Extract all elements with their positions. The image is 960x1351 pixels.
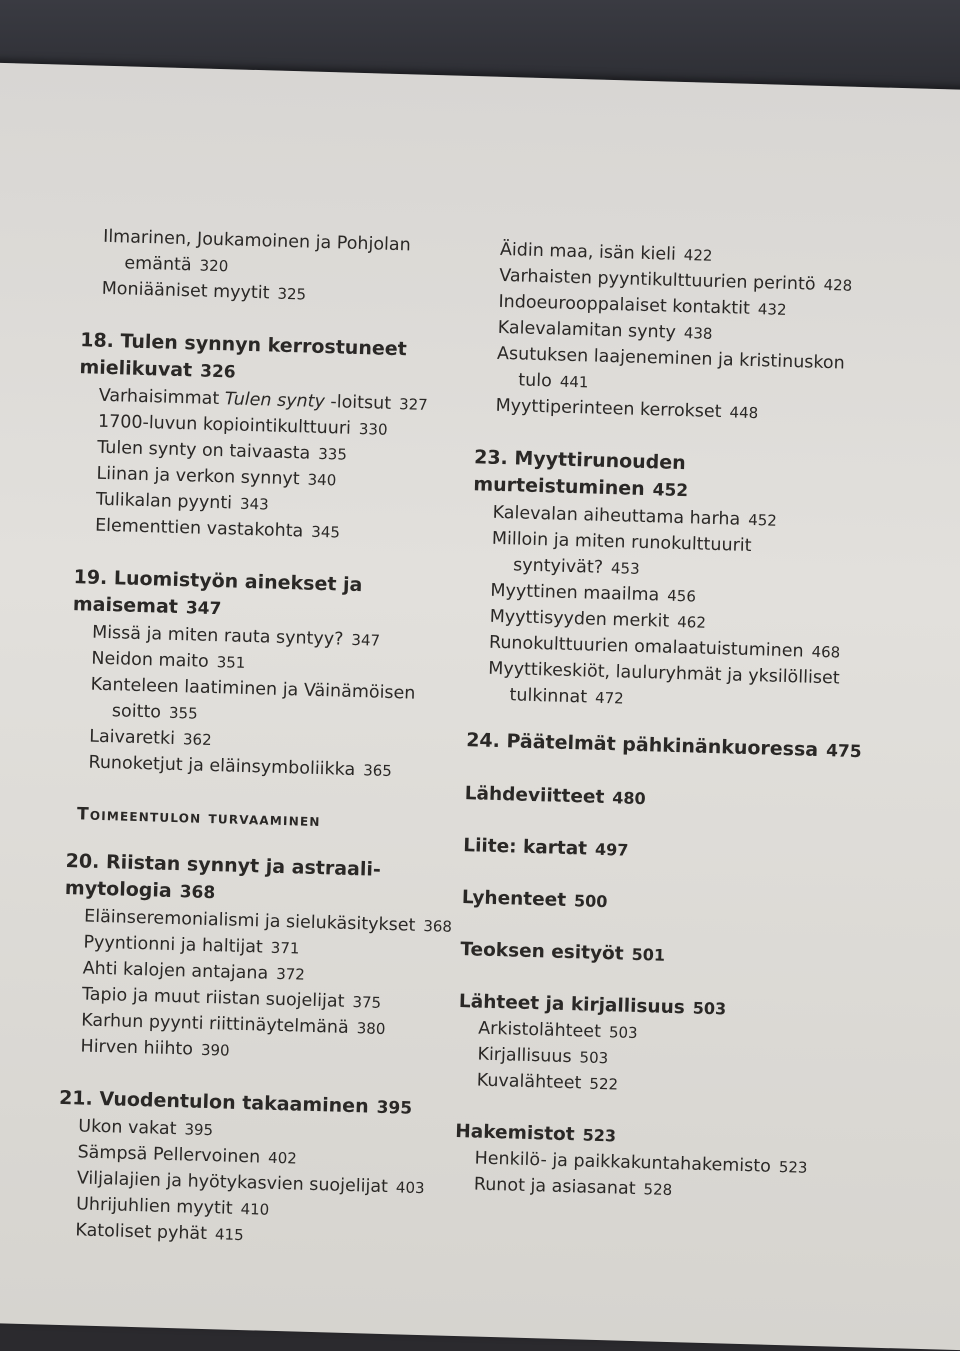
page-number: 528 [643,1180,673,1200]
page-number: 523 [778,1158,808,1177]
page-number: 351 [216,653,246,672]
page-number: 448 [729,403,759,423]
chapter-title: 20. Riistan synnyt ja astraali- [65,849,382,881]
toc-entry-text: Indoeurooppalaiset kontaktit [498,291,751,319]
page-number: 422 [683,246,713,265]
toc-entry-text: Tulikalan pyynti [95,489,233,514]
page-number: 500 [573,891,608,912]
chapter-title: mytologia [64,876,173,902]
page-number: 403 [395,1178,425,1198]
toc-entry-text: tulo [518,370,553,392]
page-number: 472 [594,688,624,708]
page-number: 522 [589,1074,619,1094]
back-matter-title: Lähteet ja kirjallisuus [458,991,686,1019]
toc-entry-text: Kalevalamitan synty [497,317,677,343]
page-number: 438 [683,324,713,343]
toc-entry-text: Moniääniset myytit [101,278,270,304]
page-number: 390 [200,1040,230,1060]
page-number: 410 [240,1200,270,1219]
toc-entry-italic: Tulen synty [224,389,326,413]
toc-entry-text: Elementtien vastakohta [94,515,304,542]
toc-entry-text: Katoliset pyhät [75,1220,208,1245]
toc-entry-text: Ukon vakat [78,1116,177,1140]
page-number: 375 [352,993,382,1012]
toc-entry-text: Varhaisimmat [98,385,226,410]
toc-entry-text: Hirven hiihto [80,1036,194,1060]
toc-entry-text: Arkistolähteet [477,1018,602,1042]
toc-entry-text: Uhrijuhlien myytit [75,1194,233,1219]
toc-entry-text: Laivaretki [88,726,176,749]
toc-entry-text: Myyttiperinteen kerrokset [495,395,722,423]
toc-entry-text: Karhun pyynti riittinäytelmänä [81,1010,350,1038]
page-number: 415 [214,1225,244,1245]
page-number: 428 [823,275,853,295]
toc-entry-text: 1700-luvun kopiointikulttuuri [97,411,352,439]
page-number: 441 [559,372,589,392]
toc-entry-text: Viljalajien ja hyötykasvien suojelijat [76,1168,389,1198]
chapter-title: 23. Myyttirunouden [473,446,687,475]
page-number: 380 [356,1019,386,1038]
page-number: 497 [594,839,629,860]
page-number: 368 [423,916,453,936]
toc-entry-text: Kalevalan aiheuttama harha [492,502,741,530]
toc-entry-text: Tapio ja muut riistan suojelijat [81,984,345,1012]
page-number: 432 [757,300,787,319]
toc-entry-text: Ahti kalojen antajana [82,958,269,984]
page-number: 402 [267,1148,298,1168]
toc-left-column [58,224,513,1255]
back-matter-title: Lähdeviitteet [464,783,605,808]
section-heading: Toimeentulon turvaaminen [76,804,321,832]
page-number: 347 [185,598,222,620]
toc-entry-text: Kirjallisuus [477,1044,572,1068]
page-number: 372 [275,964,306,984]
page-number: 452 [652,480,689,502]
page-number: 340 [307,470,337,490]
toc-entry-text: Äidin maa, isän kieli [499,239,677,265]
toc-entry-text: Liinan ja verkon synnyt [96,463,300,490]
toc-entry-text: emäntä [124,253,192,276]
page-number: 501 [631,944,666,965]
toc-entry-text: Myyttisyyden merkit [489,606,670,632]
page-number: 327 [398,395,428,414]
toc-entry-text: Kanteleen laatiminen ja Väinämöisen [90,674,416,704]
toc-entry-text: soitto [111,701,162,723]
book-page [0,62,960,1351]
page-number: 343 [239,494,269,514]
page-number: 453 [610,559,640,578]
back-matter-title: Teoksen esityöt [460,939,624,965]
toc-entry-text: Neidon maito [91,648,210,672]
back-matter-title: Lyhenteet [461,887,567,911]
page-number: 468 [811,642,841,662]
toc-entry-text: Varhaisten pyyntikulttuurien perintö [498,265,816,295]
toc-entry-text: syntyivät? [512,555,604,578]
page-number: 320 [199,256,229,276]
page-number: 371 [270,938,300,958]
toc-entry-text: Myyttikeskiöt, lauluryhmät ja yksilölliset [487,658,840,689]
toc-entry-text: Sämpsä Pellervoinen [77,1142,261,1168]
page-number: 523 [582,1125,617,1146]
toc-entry-text: Kuvalähteet [476,1070,582,1094]
toc-entry-text: -loitsut [324,392,392,414]
page-number: 330 [358,420,388,439]
page-number: 480 [612,788,646,809]
toc-entry-text: Henkilö- ja paikkakuntahakemisto [474,1148,772,1177]
toc-entry-text: Runoketjut ja eläinsymboliikka [88,752,356,781]
page-number: 503 [608,1023,638,1043]
page-number: 462 [677,612,707,632]
chapter-title: 21. Vuodentulon takaaminen [58,1086,369,1118]
chapter-title: 18. Tulen synnyn kerrostuneet [79,329,408,361]
toc-entry-text: Asutuksen laajeneminen ja kristinuskon [496,343,846,374]
page-number: 503 [579,1048,609,1068]
toc-entry-text: Missä ja miten rauta syntyy? [91,622,344,650]
chapter-title: 24. Päätelmät pähkinänkuoressa [465,729,819,761]
page-number: 365 [362,761,393,781]
back-matter-title: Hakemistot [455,1120,575,1146]
chapter-title: mielikuvat [79,356,193,382]
back-matter-title: Liite: kartat [463,835,588,860]
page-number: 355 [168,703,198,723]
chapter-title: murteistuminen [473,473,645,501]
toc-entry-text: tulkinnat [509,685,588,708]
toc-entry-text: Myyttinen maailma [490,580,660,606]
page-number: 475 [825,741,862,763]
page-number: 347 [351,630,381,650]
page-number: 456 [667,586,697,606]
page-number: 345 [311,522,341,542]
page-number: 368 [179,882,216,904]
page-number: 503 [692,998,727,1019]
toc-entry-text: Tulen synty on taivaasta [97,437,311,464]
toc-entry-text: Pyyntionni ja haltijat [83,932,264,958]
toc-entry-text: Eläinseremonialismi ja sielukäsitykset [83,906,416,936]
chapter-title: maisemat [72,593,179,619]
page-number: 325 [277,284,307,304]
page-number: 395 [376,1097,413,1119]
toc-entry-text: Runokulttuurien omalaatuistuminen [488,632,804,662]
toc-entry-text: Milloin ja miten runokulttuurit [491,528,752,557]
toc-right-column [455,237,910,1209]
page-number: 326 [199,361,236,383]
chapter-title: 19. Luomistyön ainekset ja [73,566,363,597]
page-number: 335 [318,444,348,464]
toc-entry-text: Runot ja asiasanat [473,1174,636,1200]
toc-entry-text: Ilmarinen, Joukamoinen ja Pohjolan [102,226,412,256]
page-number: 395 [184,1120,214,1140]
page-number: 362 [182,730,212,750]
page-number: 452 [747,510,778,530]
